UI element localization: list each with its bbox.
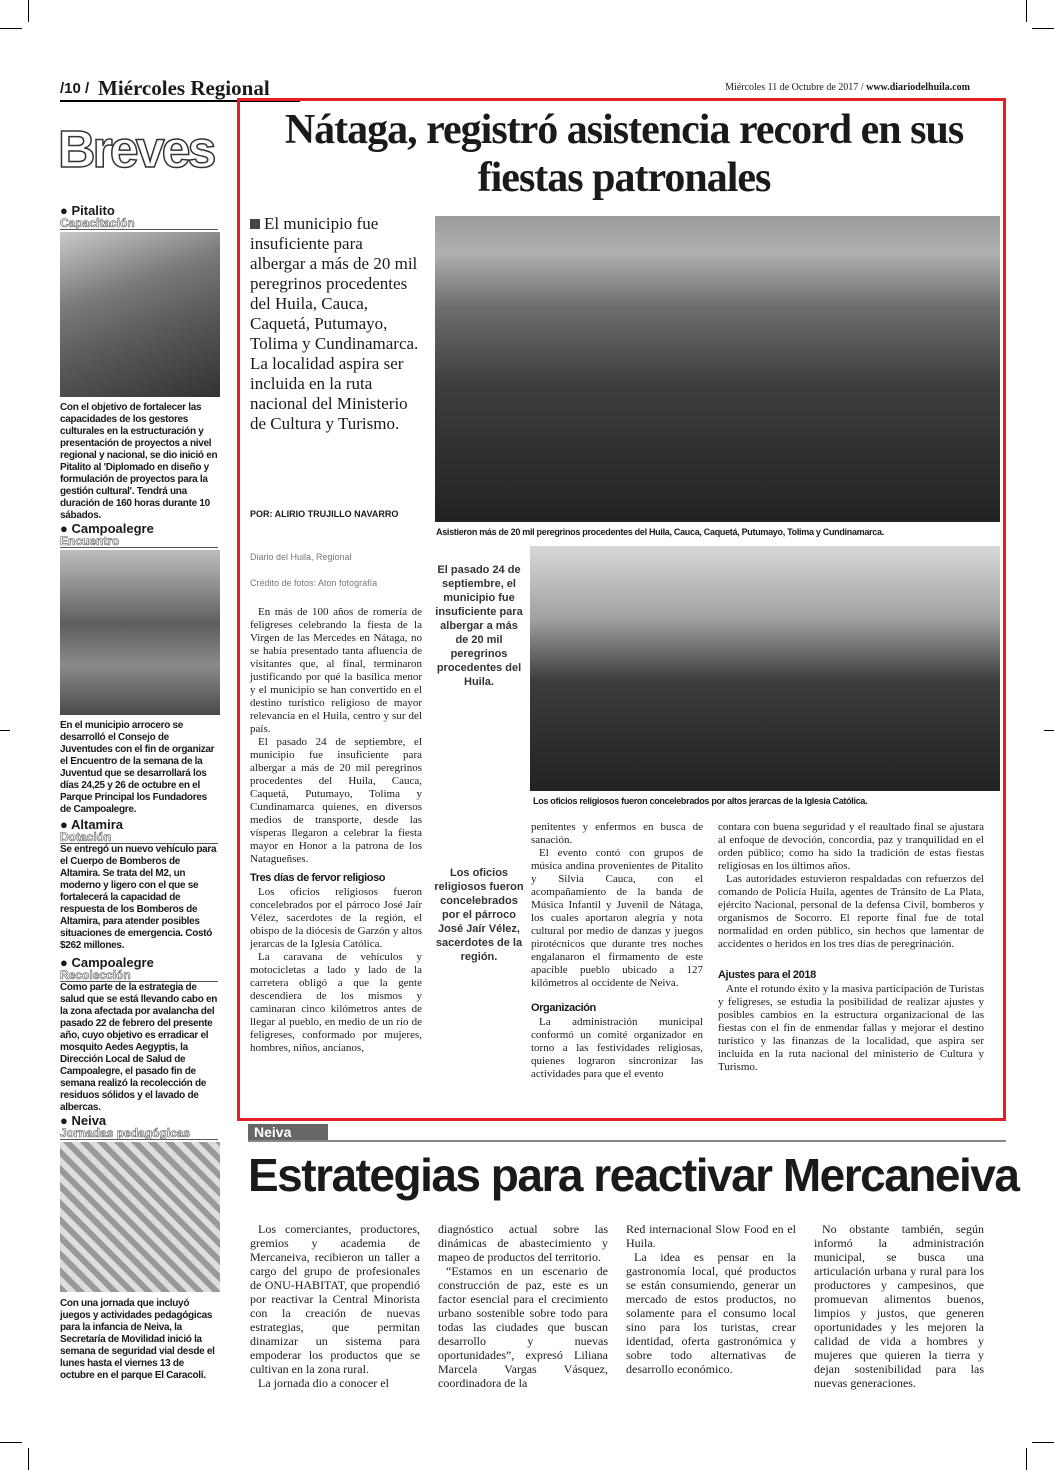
mass-photo — [530, 546, 1000, 791]
brief-place: ● Neiva — [60, 1113, 107, 1128]
crop-mark — [1026, 1448, 1027, 1470]
brief-topic: Recolección — [60, 969, 218, 982]
brief-topic: Jornadas pedagógicas — [60, 1127, 218, 1140]
crop-mark — [1032, 28, 1054, 29]
crop-mark — [1026, 0, 1027, 22]
paragraph: La jornada dio a conocer el — [258, 1376, 389, 1390]
brief-topic: Dotación — [60, 831, 218, 844]
article-headline-2: Estrategias para reactivar Mercaneiva — [248, 1149, 1019, 1201]
article-byline: POR: ALIRIO TRUJILLO NAVARRO — [250, 509, 399, 519]
article-source: Diario del Huila, Regional — [250, 552, 352, 562]
brief-campoalegre — [60, 522, 218, 548]
brief-text: Como parte de la estrategia de salud que se está llevando cabo en la zona afectada por avalancha del pasado 22 de febrero del presente año, cuyo objetivo es erradicar el mosquito Aedes Aegyptis, la Dirección Local de Salud de Campoalegre, el pasado fin de semana realizó la recolección de residuos sólidos y el lavado de albercas. — [60, 982, 218, 1113]
brief-pitalito — [60, 204, 218, 230]
brief-photo — [60, 232, 220, 397]
paragraph: El evento contó con grupos de música andina provenientes de Pitalito y Silvia Cauca, con el acompañamiento de la banda de Música Infantil y Juvenil de Nátaga, los cuales aportaron alegría y nota cultural por medio de danzas y juegos pirotécnicos que durante tres noches engalanaron el firmamento de este apacible pueblo ubicado a 127 kilómetros al occidente de Neiva. — [531, 847, 703, 989]
article2-column-4 — [814, 1222, 984, 1390]
paragraph: La caravana de vehículos y motocicletas a lado y lado de la carretera obligó a que la gente descendiera de los mismos y caminaran cinco kilómetros antes de llegar al pueblo, en medio de un río de feligreses, conformado por mujeres, hombres, niños, ancianos, — [250, 951, 422, 1054]
paragraph: El pasado 24 de septiembre, el municipio fue insuficiente para albergar a más de 20 mil peregrinos procedentes del Huila, Cauca, Caquetá, Putumayo, Tolima y Cundinamarca quienes, en diversos medios de transporte, desde las vísperas llegaron a celebrar la fiesta mayor en Honor a la patrona de los Natagueñses. — [250, 736, 422, 865]
paragraph: contara con buena seguridad y el reaultado final se ajustara al enfoque de devoción, concordia, paz y tranquilidad en el orden público; como ha sido la tradición de estas fiestas religiosas en los últimos años. — [718, 821, 984, 872]
crop-mark — [1044, 730, 1054, 731]
subheading: Organización — [531, 1002, 596, 1014]
article-lede: El municipio fue insuficiente para albergar a más de 20 mil peregrinos procedentes del Huila, Cauca, Caquetá, Putumayo, Tolima y Cundinamarca. La localidad aspira ser incluida en la ruta nacional del Ministerio de Cultura y Turismo. — [250, 214, 419, 433]
crop-mark — [1032, 1442, 1054, 1443]
brief-text: Con el objetivo de fortalecer las capacidades de los gestores culturales en la estructuración y presentación de proyectos a nivel regional y nacional, se dio inició en Pitalito al 'Diplomado en diseño y formulación de proyectos para la gestión cultural'. Tendrá una duración de 160 horas durante 10 sábados. — [60, 402, 218, 521]
crop-mark — [28, 1448, 29, 1470]
brief-topic: Capacitación — [60, 217, 218, 230]
page-number: /10 / — [60, 80, 90, 97]
brief-place: ● Campoalegre — [60, 955, 154, 970]
subheading: Ajustes para el 2018 — [718, 969, 816, 981]
pull-quote: Los oficios religiosos fueron concelebrados por el párroco José Jaír Vélez, sacerdotes de la región. — [434, 867, 524, 963]
paragraph: La administración municipal conformó un comité organizador en torno a las festividades religiosas, quienes lograron sincronizar las actividades para que el evento — [531, 1016, 703, 1080]
crop-mark — [0, 28, 22, 29]
article2-column-2 — [438, 1222, 608, 1390]
section-title: Miércoles Regional — [98, 76, 270, 100]
brief-place: ● Campoalegre — [60, 521, 154, 536]
subheading: Tres días de fervor religioso — [250, 872, 386, 884]
square-bullet-icon — [250, 219, 260, 229]
brief-text: En el municipio arrocero se desarrolló el Consejo de Juventudes con el fin de organizar el Encuentro de la semana de la Juventud que se desarrollará los días 24,25 y 26 de octubre en el Parque Principal los Fundadores de Campoalegre. — [60, 720, 215, 815]
paragraph: Los comerciantes, productores, gremios y academia de Mercaneiva, recibieron un taller a cargo del grupo de profesionales de ONU-HABITAT, que propendió por reactivar la Central Minorista con la creación de nuevas estrategias, que permitan dinamizar un sistema para empoderar los productos que se cultivan en la zona rural. — [250, 1222, 420, 1376]
brief-place: ● Pitalito — [60, 203, 115, 218]
paragraph: diagnóstico actual sobre las dinámicas de abastecimiento y mapeo de productos del territorio. — [438, 1222, 608, 1264]
article-column-2 — [531, 821, 703, 1081]
photo-credit: Crédito de fotos: Aton fotografía — [250, 578, 378, 588]
brief-altamira — [60, 818, 218, 844]
brief-neiva — [60, 1114, 218, 1140]
paragraph: “Estamos en un escenario de construcción de paz, este es un factor esencial para el crecimiento urbano sostenible sobre todo para todas las ciudades que buscan desarrollo y nuevas oportunidades”, expresó Liliana Marcela Vargas Vásquez, coordinadora de la — [438, 1264, 608, 1390]
article-column-1 — [250, 606, 422, 1055]
paragraph: Las autoridades estuvieron respaldadas con refuerzos del comando de Policía Huila, agentes de Tránsito de La Plata, ejército Nacional, personal de la defensa Civil, bomberos y organismos de Socorro. El reporte final fue de total normalidad en orden público, sin hechos que lamentar de accidentes o heridos en los tres días de peregrinación. — [718, 873, 984, 950]
brief-photo — [60, 1142, 220, 1292]
church-photo — [435, 216, 1000, 522]
brief-place: ● Altamira — [60, 817, 124, 832]
site-url[interactable]: www.diariodelhuila.com — [866, 82, 970, 93]
photo-caption: Los oficios religiosos fueron concelebrados por altos jerarcas de la Iglesia Católica. — [533, 796, 868, 806]
paragraph: Red internacional Slow Food en el Huila. — [626, 1222, 796, 1250]
issue-date: Miércoles 11 de Octubre de 2017 / — [725, 82, 864, 93]
paragraph: La idea es pensar en la gastronomía local, qué productos se están consumiendo, generar un mercado de estos productos, no solamente para el consumo local sino para los turistas, crear identidad, oferta gastronómica y sobre todo alternativas de desarrollo económico. — [626, 1250, 796, 1376]
crop-mark — [28, 0, 29, 22]
paragraph: penitentes y enfermos en busca de sanación. — [531, 821, 703, 846]
header-date — [725, 82, 970, 93]
photo-caption: Asistieron más de 20 mil peregrinos procedentes del Huila, Cauca, Caquetá, Putumayo, Tolima y Cundinamarca. — [436, 527, 884, 537]
article-column-3 — [718, 821, 984, 1074]
brief-text: Se entregó un nuevo vehículo para el Cuerpo de Bomberos de Altamira. Se trata del M2, un moderno y ligero con el que se fortalecerá la capacidad de respuesta de los Bomberos de Altamira, para atender posibles situaciones de emergencia. Costó $262 millones. — [60, 844, 217, 951]
pull-quote: El pasado 24 de septiembre, el municipio fue insuficiente para albergar a más de 20 mil peregrinos procedentes del Huila. — [435, 564, 523, 688]
brief-topic: Encuentro — [60, 535, 218, 548]
article2-column-3 — [626, 1222, 796, 1376]
article-headline: Nátaga, registró asistencia record en sus fiestas patronales — [284, 107, 964, 201]
paragraph: Ante el rotundo éxito y la masiva participación de Turistas y feligreses, se estudia la posibilidad de realizar ajustes y posibles cambios en la estructura organizacional de las fiestas con el fin de enmendar fallas y mejorar el destino turístico y las finanzas de la localidad, que aspira ser incluida en la ruta nacional del ministerio de Cultura y Turismo. — [718, 983, 984, 1073]
paragraph: No obstante también, según informó la administración municipal, se busca una articulación urbana y rural para los productores y campesinos, que promuevan alimentos buenos, limpios y justos, que generen oportunidades y les mejoren la calidad de vida a hombres y mujeres que quieren la tierra y dejan sostenibilidad para las nuevas generaciones. — [814, 1222, 984, 1390]
crop-mark — [0, 1442, 22, 1443]
crop-mark — [0, 730, 10, 731]
sidebar-title: Breves — [58, 121, 214, 179]
section-tag: Neiva — [248, 1124, 328, 1141]
brief-campoalegre-2 — [60, 956, 218, 982]
section-rule — [248, 1140, 1006, 1142]
brief-text: Con una jornada que incluyó juegos y actividades pedagógicas para la infancia de Neiva, la Secretaría de Movilidad inició la semana de seguridad vial desde el lunes hasta el viernes 13 de octubre en el parque El Caracolí. — [60, 1298, 215, 1381]
article2-column-1 — [250, 1222, 420, 1390]
paragraph: En más de 100 años de romería de feligreses celebrando la fiesta de la Virgen de las Mercedes en Nátaga, no se había presentado tanta afluencia de visitantes que, al final, terminaron justificando por qué la basílica menor y el municipio se han convertido en el destino turístico religioso de mayor relevancia en el Huila, centro y sur del país. — [250, 606, 422, 735]
paragraph: Los oficios religiosos fueron concelebrados por el párroco José Jaír Vélez, sacerdotes de la región, el obispo de la diócesis de Garzón y altos jerarcas de la Iglesia Católica. — [250, 886, 422, 950]
brief-photo — [60, 550, 220, 715]
